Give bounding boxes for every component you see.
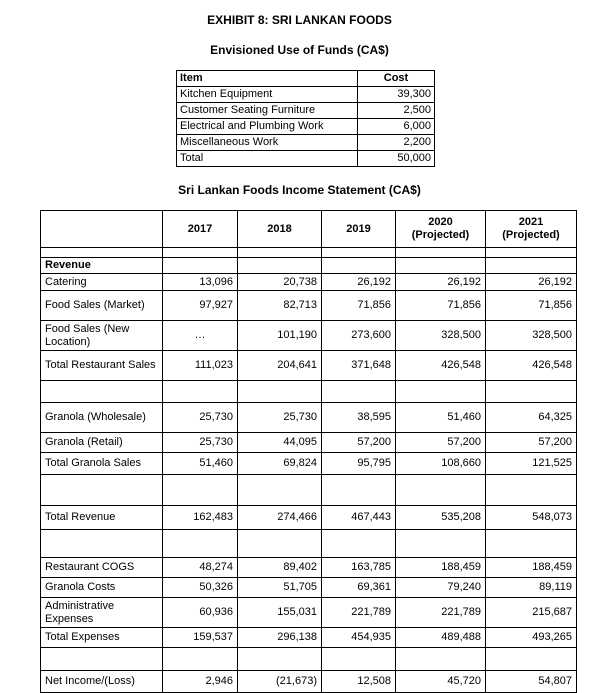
value-cell: 25,730 xyxy=(163,433,238,453)
section-heading: Revenue xyxy=(41,258,163,274)
table-row xyxy=(41,671,577,693)
table-row xyxy=(41,274,577,291)
blank-cell xyxy=(41,648,163,671)
item-cell: Miscellaneous Work xyxy=(177,135,358,151)
value-cell: 328,500 xyxy=(486,321,577,351)
blank-cell xyxy=(163,258,238,274)
table-row xyxy=(41,558,577,578)
value-cell: 20,738 xyxy=(238,274,322,291)
row-label: Granola (Wholesale) xyxy=(41,403,163,433)
year-header: 2018 xyxy=(238,211,322,248)
value-cell: 38,595 xyxy=(322,403,396,433)
value-cell: 44,095 xyxy=(238,433,322,453)
blank-cell xyxy=(486,381,577,403)
row-label: Net Income/(Loss) xyxy=(41,671,163,693)
table-row xyxy=(41,433,577,453)
row-label: Total Restaurant Sales xyxy=(41,351,163,381)
year-header: 2017 xyxy=(163,211,238,248)
blank-cell xyxy=(41,381,163,403)
cost-cell: 2,200 xyxy=(358,135,435,151)
header-item: Item xyxy=(177,71,358,87)
blank-cell xyxy=(41,248,163,258)
value-cell: 188,459 xyxy=(396,558,486,578)
table-row xyxy=(41,291,577,321)
blank-cell xyxy=(486,475,577,506)
table-row xyxy=(41,628,577,648)
value-cell: … xyxy=(163,321,238,351)
table-row xyxy=(177,103,435,119)
use-of-funds-title: Envisioned Use of Funds (CA$) xyxy=(210,43,389,57)
value-cell: 2,946 xyxy=(163,671,238,693)
blank-cell xyxy=(396,381,486,403)
cost-cell: 6,000 xyxy=(358,119,435,135)
value-cell: 328,500 xyxy=(396,321,486,351)
blank-cell xyxy=(396,248,486,258)
value-cell: 57,200 xyxy=(396,433,486,453)
table-row xyxy=(41,321,577,351)
year-header: 2021 (Projected) xyxy=(486,211,577,248)
item-cell: Electrical and Plumbing Work xyxy=(177,119,358,135)
blank-row xyxy=(41,530,577,558)
row-label: Restaurant COGS xyxy=(41,558,163,578)
row-label: Granola Costs xyxy=(41,578,163,598)
value-cell: 162,483 xyxy=(163,506,238,530)
value-cell: 159,537 xyxy=(163,628,238,648)
row-label: Granola (Retail) xyxy=(41,433,163,453)
value-cell: 26,192 xyxy=(322,274,396,291)
value-cell: 71,856 xyxy=(322,291,396,321)
blank-cell xyxy=(396,258,486,274)
value-cell: 454,935 xyxy=(322,628,396,648)
value-cell: 493,265 xyxy=(486,628,577,648)
value-cell: 13,096 xyxy=(163,274,238,291)
item-cell: Customer Seating Furniture xyxy=(177,103,358,119)
row-label: Food Sales (New Location) xyxy=(41,321,163,351)
blank-cell xyxy=(322,530,396,558)
value-cell: 188,459 xyxy=(486,558,577,578)
value-cell: 54,807 xyxy=(486,671,577,693)
value-cell: 64,325 xyxy=(486,403,577,433)
blank-cell xyxy=(486,648,577,671)
row-label: Total Expenses xyxy=(41,628,163,648)
table-row xyxy=(41,351,577,381)
use-of-funds-table xyxy=(176,70,435,167)
value-cell: 89,402 xyxy=(238,558,322,578)
blank-row xyxy=(41,248,577,258)
table-row xyxy=(41,453,577,475)
value-cell: 215,687 xyxy=(486,598,577,628)
header-cost: Cost xyxy=(358,71,435,87)
value-cell: 69,824 xyxy=(238,453,322,475)
blank-cell xyxy=(163,475,238,506)
blank-row xyxy=(41,381,577,403)
blank-cell xyxy=(238,258,322,274)
value-cell: 26,192 xyxy=(396,274,486,291)
blank-cell xyxy=(238,530,322,558)
year-header: 2019 xyxy=(322,211,396,248)
value-cell: 535,208 xyxy=(396,506,486,530)
value-cell: 25,730 xyxy=(163,403,238,433)
blank-cell xyxy=(163,248,238,258)
value-cell: 426,548 xyxy=(486,351,577,381)
blank-cell xyxy=(322,381,396,403)
blank-cell xyxy=(396,648,486,671)
cost-cell: 39,300 xyxy=(358,87,435,103)
blank-row xyxy=(41,475,577,506)
value-cell: 71,856 xyxy=(396,291,486,321)
blank-cell xyxy=(238,475,322,506)
table-row xyxy=(177,119,435,135)
blank-cell xyxy=(486,258,577,274)
value-cell: 274,466 xyxy=(238,506,322,530)
blank-cell xyxy=(163,530,238,558)
value-cell: 95,795 xyxy=(322,453,396,475)
value-cell: 296,138 xyxy=(238,628,322,648)
exhibit-title: EXHIBIT 8: SRI LANKAN FOODS xyxy=(207,13,392,27)
value-cell: 60,936 xyxy=(163,598,238,628)
value-cell: 45,720 xyxy=(396,671,486,693)
table-row xyxy=(41,506,577,530)
value-cell: 489,488 xyxy=(396,628,486,648)
value-cell: 51,460 xyxy=(163,453,238,475)
item-cell: Total xyxy=(177,151,358,167)
blank-cell xyxy=(396,475,486,506)
years-row xyxy=(41,211,577,248)
income-statement-table xyxy=(40,210,577,693)
blank-cell xyxy=(41,530,163,558)
value-cell: 69,361 xyxy=(322,578,396,598)
row-label: Total Granola Sales xyxy=(41,453,163,475)
blank-cell xyxy=(163,648,238,671)
value-cell: 57,200 xyxy=(486,433,577,453)
value-cell: 371,648 xyxy=(322,351,396,381)
value-cell: 89,119 xyxy=(486,578,577,598)
income-statement-title: Sri Lankan Foods Income Statement (CA$) xyxy=(178,183,421,197)
value-cell: 108,660 xyxy=(396,453,486,475)
value-cell: 101,190 xyxy=(238,321,322,351)
value-cell: 221,789 xyxy=(322,598,396,628)
row-label: Food Sales (Market) xyxy=(41,291,163,321)
value-cell: 12,508 xyxy=(322,671,396,693)
table-row xyxy=(41,403,577,433)
table-row xyxy=(177,135,435,151)
value-cell: 155,031 xyxy=(238,598,322,628)
blank-cell xyxy=(163,381,238,403)
value-cell: 204,641 xyxy=(238,351,322,381)
blank-cell xyxy=(322,648,396,671)
corner-cell xyxy=(41,211,163,248)
table-row xyxy=(177,87,435,103)
value-cell: 51,705 xyxy=(238,578,322,598)
blank-cell xyxy=(486,248,577,258)
blank-cell xyxy=(396,530,486,558)
value-cell: 273,600 xyxy=(322,321,396,351)
blank-cell xyxy=(322,248,396,258)
blank-cell xyxy=(41,475,163,506)
blank-cell xyxy=(238,381,322,403)
value-cell: 163,785 xyxy=(322,558,396,578)
value-cell: 71,856 xyxy=(486,291,577,321)
value-cell: 57,200 xyxy=(322,433,396,453)
heading-row xyxy=(41,258,577,274)
cost-cell: 2,500 xyxy=(358,103,435,119)
item-cell: Kitchen Equipment xyxy=(177,87,358,103)
table-row xyxy=(41,578,577,598)
value-cell: 25,730 xyxy=(238,403,322,433)
value-cell: 82,713 xyxy=(238,291,322,321)
blank-cell xyxy=(486,530,577,558)
row-label: Total Revenue xyxy=(41,506,163,530)
row-label: Catering xyxy=(41,274,163,291)
value-cell: 221,789 xyxy=(396,598,486,628)
value-cell: 426,548 xyxy=(396,351,486,381)
value-cell: 111,023 xyxy=(163,351,238,381)
row-label: Administrative Expenses xyxy=(41,598,163,628)
blank-cell xyxy=(238,248,322,258)
blank-row xyxy=(41,648,577,671)
value-cell: 51,460 xyxy=(396,403,486,433)
value-cell: 548,073 xyxy=(486,506,577,530)
table-header-row xyxy=(177,71,435,87)
year-header: 2020 (Projected) xyxy=(396,211,486,248)
value-cell: 79,240 xyxy=(396,578,486,598)
blank-cell xyxy=(238,648,322,671)
value-cell: 48,274 xyxy=(163,558,238,578)
blank-cell xyxy=(322,475,396,506)
value-cell: 121,525 xyxy=(486,453,577,475)
blank-cell xyxy=(322,258,396,274)
table-row xyxy=(177,151,435,167)
value-cell: 97,927 xyxy=(163,291,238,321)
cost-cell: 50,000 xyxy=(358,151,435,167)
table-row xyxy=(41,598,577,628)
value-cell: (21,673) xyxy=(238,671,322,693)
value-cell: 26,192 xyxy=(486,274,577,291)
value-cell: 50,326 xyxy=(163,578,238,598)
value-cell: 467,443 xyxy=(322,506,396,530)
